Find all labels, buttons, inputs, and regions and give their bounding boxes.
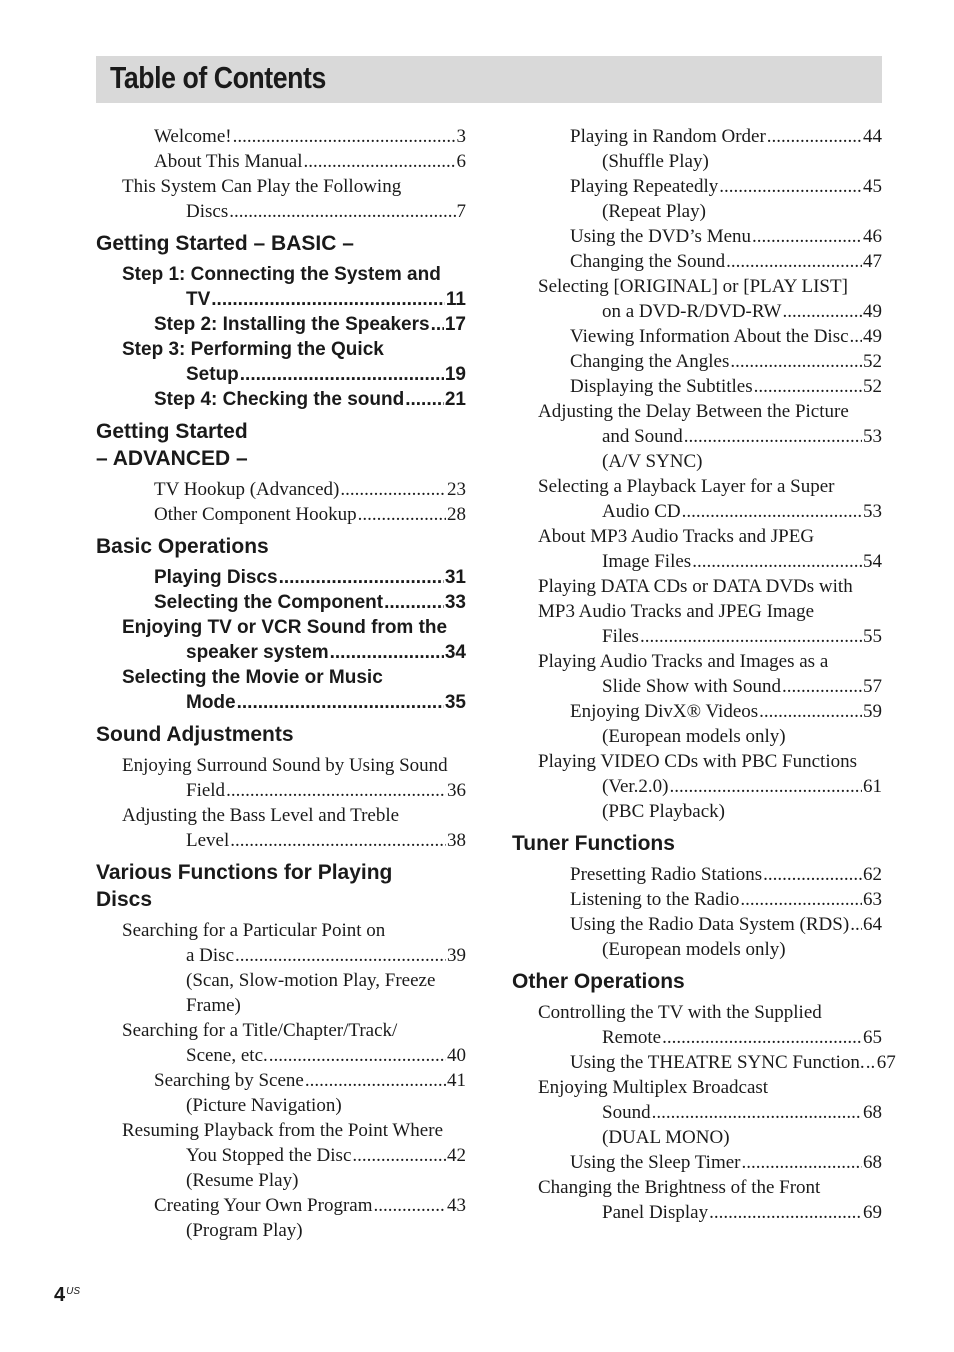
toc-entry[interactable] <box>538 574 882 649</box>
toc-entry[interactable] <box>122 565 466 590</box>
toc-entry-line: Selecting a Playback Layer for a Super <box>538 476 835 497</box>
toc-page-number: 43 <box>447 1195 466 1216</box>
dot-leader <box>684 424 862 449</box>
toc-page-number: 55 <box>863 626 882 647</box>
toc-page-number: 44 <box>863 126 882 147</box>
toc-page-number: 52 <box>863 351 882 372</box>
toc-page-number: 65 <box>863 1027 882 1048</box>
toc-entry-row <box>154 1068 466 1093</box>
toc-column-right <box>512 124 896 1225</box>
toc-entry-title: and Sound <box>602 426 683 447</box>
dot-leader <box>741 1150 862 1175</box>
toc-entry-note: (DUAL MONO) <box>602 1127 730 1148</box>
toc-entry-row <box>570 674 882 699</box>
dot-leader <box>233 124 456 149</box>
toc-entry-title: Playing in Random Order <box>570 126 766 147</box>
toc-page-number: 31 <box>444 567 466 588</box>
toc-entry-line: Selecting [ORIGINAL] or [PLAY LIST] <box>538 276 848 297</box>
dot-leader <box>358 502 446 527</box>
dot-leader <box>340 477 446 502</box>
dot-leader <box>431 312 444 337</box>
toc-entry-title: Mode <box>186 692 236 713</box>
toc-entry-title: Step 4: Checking the sound <box>154 389 405 410</box>
toc-page-number: 3 <box>456 126 466 147</box>
toc-page-number: 49 <box>863 326 882 347</box>
section-heading: Sound Adjustments <box>96 723 294 746</box>
toc-entry-row <box>570 624 882 649</box>
toc-entry-title: Displaying the Subtitles <box>570 376 753 397</box>
dot-leader <box>740 887 862 912</box>
dot-leader <box>850 324 862 349</box>
dot-leader <box>763 862 862 887</box>
toc-entry-row <box>154 828 466 853</box>
toc-entry[interactable] <box>538 174 882 224</box>
toc-entry-title: on a DVD-R/DVD-RW <box>602 301 782 322</box>
toc-entry-note: (Resume Play) <box>186 1170 299 1191</box>
toc-entry-title: Presetting Radio Stations <box>570 864 763 885</box>
toc-entry-row <box>154 362 466 387</box>
toc-entry[interactable] <box>538 224 882 249</box>
toc-page-number: 38 <box>447 830 466 851</box>
toc-entry-title: (Ver.2.0) <box>602 776 669 797</box>
toc-entry-note: (PBC Playback) <box>602 801 725 822</box>
dot-leader <box>782 674 862 699</box>
dot-leader <box>719 174 862 199</box>
toc-column-left <box>96 124 466 1243</box>
toc-entry-row <box>154 312 466 337</box>
toc-entry-row <box>570 912 882 937</box>
toc-page-number: 57 <box>863 676 882 697</box>
dot-leader <box>374 1193 447 1218</box>
toc-page-number: 61 <box>863 776 882 797</box>
toc-entry[interactable] <box>538 887 882 912</box>
toc-entry[interactable] <box>538 749 882 824</box>
toc-entry-line: Selecting the Movie or Music <box>122 667 383 688</box>
toc-entry-line: Searching for a Title/Chapter/Track/ <box>122 1020 398 1041</box>
toc-page-number: 17 <box>444 314 466 335</box>
toc-entry-line: Playing Audio Tracks and Images as a <box>538 651 829 672</box>
toc-entry[interactable] <box>122 124 466 149</box>
toc-entry[interactable] <box>538 274 882 324</box>
toc-entry-title: Welcome! <box>154 126 232 147</box>
toc-entry-row <box>570 1050 896 1075</box>
toc-entry-note: Frame) <box>186 995 241 1016</box>
toc-entry[interactable] <box>122 1118 466 1193</box>
toc-entry-title: Searching by Scene <box>154 1070 304 1091</box>
toc-entry-title: Using the THEATRE SYNC Function. <box>570 1052 865 1073</box>
toc-entry[interactable] <box>538 124 882 174</box>
dot-leader <box>730 349 862 374</box>
toc-entry-title: Listening to the Radio <box>570 889 740 910</box>
section-heading: Getting Started – ADVANCED – <box>96 420 248 470</box>
toc-entry-title: Selecting the Component <box>154 592 384 613</box>
toc-page-number: 19 <box>444 364 466 385</box>
toc-entry[interactable] <box>538 1075 882 1150</box>
toc-entry-title: Step 2: Installing the Speakers <box>154 314 430 335</box>
toc-entry-note: (European models only) <box>602 939 786 960</box>
dot-leader <box>709 1200 862 1225</box>
toc-entry-line: Playing DATA CDs or DATA DVDs with <box>538 576 853 597</box>
toc-entry[interactable] <box>122 615 466 665</box>
dot-leader <box>352 1143 446 1168</box>
toc-entry[interactable] <box>538 862 882 887</box>
toc-entry-title: Scene, etc. <box>186 1045 268 1066</box>
toc-entry-row <box>154 477 466 502</box>
toc-page-number: 63 <box>863 889 882 910</box>
toc-page-number: 40 <box>447 1045 466 1066</box>
toc-entry-title: Enjoying DivX® Videos <box>570 701 759 722</box>
toc-entry-row <box>570 224 882 249</box>
toc-entry-row <box>570 174 882 199</box>
toc-page-number: 36 <box>447 780 466 801</box>
toc-entry-row <box>570 1100 882 1125</box>
toc-entry-row <box>154 565 466 590</box>
page-number <box>54 1284 80 1307</box>
toc-entry-row <box>154 943 466 968</box>
dot-leader <box>692 549 862 574</box>
toc-entry[interactable] <box>122 1193 466 1243</box>
toc-entry-row <box>570 1150 882 1175</box>
dot-leader <box>269 1043 446 1068</box>
toc-entry-row <box>570 774 882 799</box>
toc-entry-title: Panel Display <box>602 1202 709 1223</box>
toc-entry-title: Using the DVD’s Menu <box>570 226 752 247</box>
dot-leader <box>384 590 444 615</box>
toc-entry-note: (Scan, Slow-motion Play, Freeze <box>186 970 436 991</box>
toc-page-number: 42 <box>447 1145 466 1166</box>
toc-entry-title: Creating Your Own Program <box>154 1195 373 1216</box>
toc-entry-line: Adjusting the Delay Between the Picture <box>538 401 849 422</box>
toc-page-number: 23 <box>447 479 466 500</box>
dot-leader <box>226 778 446 803</box>
toc-page-number: 21 <box>444 389 466 410</box>
toc-entry-row <box>570 299 882 324</box>
toc-entry-note: (European models only) <box>602 726 786 747</box>
toc-entry-title: Using the Radio Data System (RDS) <box>570 914 850 935</box>
toc-entry[interactable] <box>122 918 466 1018</box>
dot-leader <box>237 690 444 715</box>
toc-entry-line: Enjoying TV or VCR Sound from the <box>122 617 448 638</box>
toc-entry-row <box>154 1193 466 1218</box>
toc-entry-row <box>154 690 466 715</box>
toc-entry[interactable] <box>122 803 466 853</box>
toc-page-number: 64 <box>863 914 882 935</box>
toc-entry[interactable] <box>122 502 466 527</box>
toc-entry-title: Sound <box>602 1102 651 1123</box>
toc-entry-title: Level <box>186 830 230 851</box>
toc-entry-row <box>570 249 882 274</box>
toc-entry-line: Playing VIDEO CDs with PBC Functions <box>538 751 857 772</box>
section-heading: Getting Started – BASIC – <box>96 232 354 255</box>
toc-entry-row <box>154 387 466 412</box>
toc-entry-title: Playing Repeatedly <box>570 176 719 197</box>
toc-entry[interactable] <box>538 1000 882 1050</box>
toc-entry-title: Setup <box>186 364 239 385</box>
dot-leader <box>782 299 862 324</box>
toc-page-number: 68 <box>863 1152 882 1173</box>
toc-entry[interactable] <box>122 590 466 615</box>
toc-entry[interactable] <box>538 699 882 749</box>
dot-leader <box>279 565 444 590</box>
toc-page-number: 67 <box>876 1052 896 1073</box>
dot-leader <box>682 499 862 524</box>
toc-entry[interactable] <box>538 374 882 399</box>
toc-page-number: 45 <box>863 176 882 197</box>
toc-entry[interactable] <box>538 474 882 524</box>
toc-entry-row <box>154 149 466 174</box>
toc-entry-title: Remote <box>602 1027 662 1048</box>
toc-page-number: 68 <box>863 1102 882 1123</box>
toc-entry[interactable] <box>122 477 466 502</box>
section-heading: Various Functions for Playing Discs <box>96 861 393 911</box>
toc-entry-row <box>570 887 882 912</box>
toc-entry-title: Discs <box>186 201 229 222</box>
toc-entry[interactable] <box>538 249 882 274</box>
toc-entry-title: TV Hookup (Advanced) <box>154 479 340 500</box>
toc-entry[interactable] <box>122 753 466 803</box>
toc-page-number: 11 <box>445 289 466 310</box>
toc-entry[interactable] <box>122 1068 466 1118</box>
toc-entry-row <box>570 124 882 149</box>
toc-entry-row <box>570 1200 882 1225</box>
page-number-suffix: US <box>66 1286 81 1297</box>
toc-entry-note: (Picture Navigation) <box>186 1095 342 1116</box>
dot-leader <box>866 1050 876 1075</box>
toc-entry-title: TV <box>186 289 211 310</box>
toc-page-number: 69 <box>863 1202 882 1223</box>
toc-page-number: 53 <box>863 501 882 522</box>
section-heading: Other Operations <box>512 970 685 993</box>
dot-leader <box>726 249 862 274</box>
toc-entry-line: MP3 Audio Tracks and JPEG Image <box>538 601 815 622</box>
toc-entry[interactable] <box>538 1175 882 1225</box>
toc-page-number: 41 <box>447 1070 466 1091</box>
toc-entry-line: Searching for a Particular Point on <box>122 920 386 941</box>
dot-leader <box>752 224 862 249</box>
dot-leader <box>767 124 862 149</box>
toc-entry-row <box>570 424 882 449</box>
toc-page-number: 7 <box>456 201 466 222</box>
toc-entry[interactable] <box>538 524 882 574</box>
toc-entry-line: About MP3 Audio Tracks and JPEG <box>538 526 815 547</box>
toc-entry[interactable] <box>122 665 466 715</box>
toc-entry-title: About This Manual <box>154 151 303 172</box>
toc-entry[interactable] <box>122 387 466 412</box>
toc-page-number: 54 <box>863 551 882 572</box>
toc-entry-row <box>154 1143 466 1168</box>
toc-entry[interactable] <box>538 1150 882 1175</box>
toc-entry-title: speaker system <box>186 642 329 663</box>
dot-leader <box>330 640 444 665</box>
toc-entry[interactable] <box>538 324 882 349</box>
toc-entry-title: Image Files <box>602 551 692 572</box>
toc-entry-title: Field <box>186 780 226 801</box>
toc-page-number: 39 <box>447 945 466 966</box>
toc-entry[interactable] <box>122 149 466 174</box>
toc-entry-row <box>154 199 466 224</box>
toc-entry-title: Slide Show with Sound <box>602 676 781 697</box>
page-title: Table of Contents <box>110 60 326 95</box>
toc-page-number: 46 <box>863 226 882 247</box>
toc-entry-note: (Program Play) <box>186 1220 303 1241</box>
toc-page-number: 6 <box>456 151 466 172</box>
toc-entry-row <box>570 1025 882 1050</box>
toc-entry-row <box>570 862 882 887</box>
dot-leader <box>669 774 862 799</box>
toc-entry-row <box>154 287 466 312</box>
dot-leader <box>405 387 444 412</box>
toc-entry-line: Enjoying Multiplex Broadcast <box>538 1077 769 1098</box>
toc-entry-title: Changing the Sound <box>570 251 726 272</box>
toc-entry-line: Changing the Brightness of the Front <box>538 1177 821 1198</box>
dot-leader <box>235 943 446 968</box>
dot-leader <box>850 912 862 937</box>
toc-entry-line: This System Can Play the Following <box>122 176 402 197</box>
toc-entry[interactable] <box>122 312 466 337</box>
toc-entry-line: Enjoying Surround Sound by Using Sound <box>122 755 448 776</box>
toc-entry-line: Adjusting the Bass Level and Treble <box>122 805 400 826</box>
dot-leader <box>640 624 862 649</box>
toc-entry[interactable] <box>538 1050 896 1075</box>
page-number-value: 4 <box>54 1284 66 1306</box>
toc-entry[interactable] <box>122 337 466 387</box>
toc-entry-row <box>154 590 466 615</box>
dot-leader <box>662 1025 862 1050</box>
toc-entry[interactable] <box>538 349 882 374</box>
toc-entry-note: (A/V SYNC) <box>602 451 703 472</box>
toc-entry-title: a Disc <box>186 945 235 966</box>
dot-leader <box>652 1100 862 1125</box>
section-heading: Basic Operations <box>96 535 269 558</box>
toc-entry-line: Controlling the TV with the Supplied <box>538 1002 822 1023</box>
toc-entry-row <box>570 324 882 349</box>
title-banner <box>96 56 882 103</box>
dot-leader <box>759 699 862 724</box>
toc-entry-line: Step 1: Connecting the System and <box>122 264 441 285</box>
toc-entry-row <box>154 124 466 149</box>
section-heading: Tuner Functions <box>512 832 675 855</box>
toc-page-number: 34 <box>444 642 466 663</box>
toc-entry-title: You Stopped the Disc <box>186 1145 352 1166</box>
dot-leader <box>230 828 446 853</box>
toc-page-number: 52 <box>863 376 882 397</box>
toc-entry[interactable] <box>122 1018 466 1068</box>
toc-entry-row <box>570 499 882 524</box>
toc-entry-title: Other Component Hookup <box>154 504 357 525</box>
dot-leader <box>303 149 455 174</box>
toc-entry-note: (Repeat Play) <box>602 201 706 222</box>
dot-leader <box>240 362 444 387</box>
toc-entry-row <box>570 374 882 399</box>
toc-entry[interactable] <box>122 262 466 312</box>
toc-entry-title: Viewing Information About the Disc <box>570 326 849 347</box>
toc-entry-title: Playing Discs <box>154 567 278 588</box>
toc-page-number: 33 <box>444 592 466 613</box>
toc-entry-line: Resuming Playback from the Point Where <box>122 1120 444 1141</box>
toc-entry-row <box>154 502 466 527</box>
toc-page-number: 47 <box>863 251 882 272</box>
dot-leader <box>211 287 445 312</box>
toc-entry[interactable] <box>538 912 882 962</box>
toc-page-number: 35 <box>444 692 466 713</box>
toc-entry-row <box>154 640 466 665</box>
toc-entry[interactable] <box>122 174 466 224</box>
toc-page-number: 62 <box>863 864 882 885</box>
toc-entry-row <box>570 699 882 724</box>
toc-page-number: 49 <box>863 301 882 322</box>
toc-entry-row <box>154 1043 466 1068</box>
dot-leader <box>229 199 455 224</box>
toc-page-number: 53 <box>863 426 882 447</box>
toc-entry-note: (Shuffle Play) <box>602 151 709 172</box>
toc-entry[interactable] <box>538 649 882 699</box>
dot-leader <box>305 1068 446 1093</box>
toc-entry-line: Step 3: Performing the Quick <box>122 339 384 360</box>
toc-entry-title: Files <box>602 626 639 647</box>
toc-entry-row <box>570 349 882 374</box>
dot-leader <box>754 374 862 399</box>
toc-entry-row <box>570 549 882 574</box>
toc-entry-title: Audio CD <box>602 501 681 522</box>
toc-entry-title: Using the Sleep Timer <box>570 1152 741 1173</box>
toc-entry-title: Changing the Angles <box>570 351 730 372</box>
toc-entry-row <box>154 778 466 803</box>
toc-page-number: 59 <box>863 701 882 722</box>
toc-entry[interactable] <box>538 399 882 474</box>
toc-page-number: 28 <box>447 504 466 525</box>
